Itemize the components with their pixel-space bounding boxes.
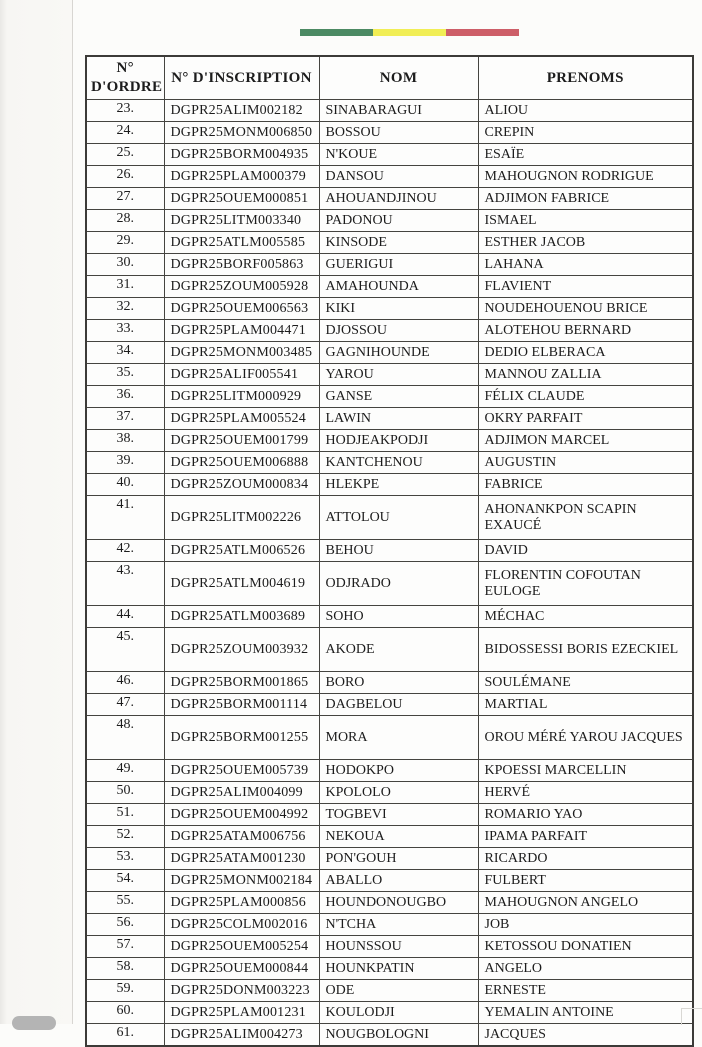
table-row <box>86 782 693 804</box>
cell-ordre: 53. <box>86 848 164 870</box>
cell-ordre: 49. <box>86 760 164 782</box>
cell-ordre: 54. <box>86 870 164 892</box>
cell-nom: ODJRADO <box>319 562 478 606</box>
cell-inscription: DGPR25ATLM005585 <box>164 232 319 254</box>
cell-nom: BORO <box>319 672 478 694</box>
cell-nom: HODJEAKPODJI <box>319 430 478 452</box>
cell-ordre: 32. <box>86 298 164 320</box>
cell-inscription: DGPR25PLAM005524 <box>164 408 319 430</box>
cell-inscription: DGPR25ZOUM000834 <box>164 474 319 496</box>
cell-prenoms: MAHOUGNON RODRIGUE <box>478 166 693 188</box>
cell-nom: LAWIN <box>319 408 478 430</box>
cell-prenoms: ISMAEL <box>478 210 693 232</box>
cell-inscription: DGPR25BORM001114 <box>164 694 319 716</box>
cell-nom: HOUNKPATIN <box>319 958 478 980</box>
table-row <box>86 408 693 430</box>
cell-ordre: 43. <box>86 562 164 606</box>
cell-prenoms: MANNOU ZALLIA <box>478 364 693 386</box>
table-row <box>86 804 693 826</box>
cell-ordre: 50. <box>86 782 164 804</box>
cell-ordre: 37. <box>86 408 164 430</box>
flag-green-segment <box>300 29 373 36</box>
cell-nom: N'TCHA <box>319 914 478 936</box>
cell-prenoms: FLORENTIN COFOUTAN EULOGE <box>478 562 693 606</box>
cell-nom: GUERIGUI <box>319 254 478 276</box>
cell-ordre: 23. <box>86 100 164 122</box>
table-row <box>86 606 693 628</box>
cell-nom: YAROU <box>319 364 478 386</box>
cell-nom: N'KOUE <box>319 144 478 166</box>
cell-ordre: 41. <box>86 496 164 540</box>
cell-inscription: DGPR25OUEM000844 <box>164 958 319 980</box>
cell-inscription: DGPR25ALIF005541 <box>164 364 319 386</box>
table-row <box>86 694 693 716</box>
cell-ordre: 39. <box>86 452 164 474</box>
table-row <box>86 320 693 342</box>
table-row <box>86 628 693 672</box>
cell-prenoms: ESAÏE <box>478 144 693 166</box>
cell-ordre: 58. <box>86 958 164 980</box>
cell-ordre: 30. <box>86 254 164 276</box>
cell-inscription: DGPR25OUEM006563 <box>164 298 319 320</box>
cell-inscription: DGPR25ALIM002182 <box>164 100 319 122</box>
cell-prenoms: DAVID <box>478 540 693 562</box>
cell-inscription: DGPR25LITM000929 <box>164 386 319 408</box>
cell-prenoms: NOUDEHOUENOU BRICE <box>478 298 693 320</box>
cell-inscription: DGPR25LITM002226 <box>164 496 319 540</box>
cell-prenoms: ADJIMON MARCEL <box>478 430 693 452</box>
header-nom: NOM <box>319 56 478 100</box>
cell-ordre: 44. <box>86 606 164 628</box>
cell-nom: PADONOU <box>319 210 478 232</box>
cell-prenoms: OROU MÉRÉ YAROU JACQUES <box>478 716 693 760</box>
table-row <box>86 540 693 562</box>
cell-ordre: 56. <box>86 914 164 936</box>
cell-ordre: 27. <box>86 188 164 210</box>
cell-prenoms: HERVÉ <box>478 782 693 804</box>
cell-ordre: 52. <box>86 826 164 848</box>
cell-nom: AMAHOUNDA <box>319 276 478 298</box>
table-row <box>86 562 693 606</box>
cell-prenoms: ESTHER JACOB <box>478 232 693 254</box>
cell-ordre: 38. <box>86 430 164 452</box>
cell-nom: BEHOU <box>319 540 478 562</box>
flag-yellow-segment <box>373 29 446 36</box>
cell-prenoms: AHONANKPON SCAPIN EXAUCÉ <box>478 496 693 540</box>
cell-inscription: DGPR25OUEM006888 <box>164 452 319 474</box>
table-row <box>86 276 693 298</box>
cell-inscription: DGPR25MONM006850 <box>164 122 319 144</box>
table-row <box>86 848 693 870</box>
cell-prenoms: ROMARIO YAO <box>478 804 693 826</box>
cell-prenoms: ANGELO <box>478 958 693 980</box>
table-row <box>86 100 693 122</box>
cell-nom: HODOKPO <box>319 760 478 782</box>
table-row <box>86 980 693 1002</box>
cell-ordre: 40. <box>86 474 164 496</box>
registration-table <box>85 55 694 1047</box>
cell-inscription: DGPR25PLAM001231 <box>164 1002 319 1024</box>
table-row <box>86 298 693 320</box>
table-row <box>86 166 693 188</box>
cell-ordre: 34. <box>86 342 164 364</box>
cell-nom: AHOUANDJINOU <box>319 188 478 210</box>
cell-nom: NOUGBOLOGNI <box>319 1024 478 1047</box>
table-row <box>86 122 693 144</box>
scan-left-margin <box>0 0 72 1024</box>
cell-nom: DJOSSOU <box>319 320 478 342</box>
cell-prenoms: FULBERT <box>478 870 693 892</box>
header-prenoms: PRENOMS <box>478 56 693 100</box>
cell-nom: MORA <box>319 716 478 760</box>
cell-inscription: DGPR25PLAM004471 <box>164 320 319 342</box>
cell-prenoms: OKRY PARFAIT <box>478 408 693 430</box>
cell-nom: SOHO <box>319 606 478 628</box>
flag-bar <box>300 29 519 36</box>
scanner-artifact <box>12 1016 56 1030</box>
cell-nom: GANSE <box>319 386 478 408</box>
cell-inscription: DGPR25OUEM004992 <box>164 804 319 826</box>
cell-nom: ODE <box>319 980 478 1002</box>
cell-inscription: DGPR25BORM001865 <box>164 672 319 694</box>
table-row <box>86 232 693 254</box>
cell-nom: HOUNDONOUGBO <box>319 892 478 914</box>
cell-ordre: 57. <box>86 936 164 958</box>
table-header <box>86 56 693 100</box>
cell-ordre: 60. <box>86 1002 164 1024</box>
cell-inscription: DGPR25ALIM004099 <box>164 782 319 804</box>
cell-prenoms: SOULÉMANE <box>478 672 693 694</box>
table-row <box>86 870 693 892</box>
cell-prenoms: ADJIMON FABRICE <box>478 188 693 210</box>
table-row <box>86 892 693 914</box>
cell-ordre: 45. <box>86 628 164 672</box>
cell-nom: SINABARAGUI <box>319 100 478 122</box>
cell-inscription: DGPR25OUEM005739 <box>164 760 319 782</box>
cell-prenoms: MAHOUGNON ANGELO <box>478 892 693 914</box>
cell-inscription: DGPR25ATLM003689 <box>164 606 319 628</box>
table-row <box>86 716 693 760</box>
cell-ordre: 55. <box>86 892 164 914</box>
cell-nom: DANSOU <box>319 166 478 188</box>
cell-ordre: 26. <box>86 166 164 188</box>
cell-prenoms: YEMALIN ANTOINE <box>478 1002 693 1024</box>
table-row <box>86 386 693 408</box>
cell-prenoms: ALIOU <box>478 100 693 122</box>
cell-ordre: 42. <box>86 540 164 562</box>
cell-ordre: 46. <box>86 672 164 694</box>
table-body <box>86 100 693 1047</box>
cell-prenoms: ERNESTE <box>478 980 693 1002</box>
cell-nom: KINSODE <box>319 232 478 254</box>
table-row <box>86 430 693 452</box>
table-row <box>86 364 693 386</box>
page-corner-mark <box>681 1008 702 1025</box>
cell-ordre: 33. <box>86 320 164 342</box>
cell-nom: PON'GOUH <box>319 848 478 870</box>
cell-prenoms: BIDOSSESSI BORIS EZECKIEL <box>478 628 693 672</box>
cell-nom: AKODE <box>319 628 478 672</box>
table-row <box>86 254 693 276</box>
cell-inscription: DGPR25ZOUM005928 <box>164 276 319 298</box>
table-row <box>86 914 693 936</box>
table-row <box>86 342 693 364</box>
cell-inscription: DGPR25OUEM000851 <box>164 188 319 210</box>
cell-prenoms: FÉLIX CLAUDE <box>478 386 693 408</box>
table-row <box>86 672 693 694</box>
cell-inscription: DGPR25COLM002016 <box>164 914 319 936</box>
header-ordre: N° D'ORDRE <box>86 56 164 100</box>
cell-prenoms: DEDIO ELBERACA <box>478 342 693 364</box>
cell-inscription: DGPR25DONM003223 <box>164 980 319 1002</box>
cell-prenoms: JOB <box>478 914 693 936</box>
cell-inscription: DGPR25BORM004935 <box>164 144 319 166</box>
table-row <box>86 210 693 232</box>
cell-prenoms: AUGUSTIN <box>478 452 693 474</box>
cell-inscription: DGPR25BORF005863 <box>164 254 319 276</box>
cell-ordre: 48. <box>86 716 164 760</box>
cell-prenoms: CREPIN <box>478 122 693 144</box>
table-row <box>86 144 693 166</box>
cell-nom: HOUNSSOU <box>319 936 478 958</box>
cell-ordre: 28. <box>86 210 164 232</box>
cell-nom: GAGNIHOUNDE <box>319 342 478 364</box>
cell-inscription: DGPR25MONM002184 <box>164 870 319 892</box>
table-row <box>86 958 693 980</box>
cell-prenoms: FLAVIENT <box>478 276 693 298</box>
cell-prenoms: JACQUES <box>478 1024 693 1047</box>
cell-prenoms: RICARDO <box>478 848 693 870</box>
page-edge-line <box>72 0 73 1024</box>
table-row <box>86 1024 693 1047</box>
cell-inscription: DGPR25ALIM004273 <box>164 1024 319 1047</box>
cell-inscription: DGPR25ATAM006756 <box>164 826 319 848</box>
cell-inscription: DGPR25MONM003485 <box>164 342 319 364</box>
cell-inscription: DGPR25LITM003340 <box>164 210 319 232</box>
cell-prenoms: IPAMA PARFAIT <box>478 826 693 848</box>
cell-inscription: DGPR25ATAM001230 <box>164 848 319 870</box>
cell-nom: DAGBELOU <box>319 694 478 716</box>
header-inscription: N° D'INSCRIPTION <box>164 56 319 100</box>
cell-ordre: 31. <box>86 276 164 298</box>
cell-inscription: DGPR25OUEM005254 <box>164 936 319 958</box>
cell-prenoms: MARTIAL <box>478 694 693 716</box>
cell-nom: TOGBEVI <box>319 804 478 826</box>
cell-inscription: DGPR25ATLM004619 <box>164 562 319 606</box>
cell-prenoms: ALOTEHOU BERNARD <box>478 320 693 342</box>
table-row <box>86 826 693 848</box>
table-row <box>86 1002 693 1024</box>
table-row <box>86 188 693 210</box>
cell-ordre: 36. <box>86 386 164 408</box>
cell-ordre: 51. <box>86 804 164 826</box>
table-row <box>86 496 693 540</box>
table-row <box>86 936 693 958</box>
cell-inscription: DGPR25ATLM006526 <box>164 540 319 562</box>
table-row <box>86 474 693 496</box>
cell-inscription: DGPR25OUEM001799 <box>164 430 319 452</box>
cell-nom: ABALLO <box>319 870 478 892</box>
cell-prenoms: KETOSSOU DONATIEN <box>478 936 693 958</box>
cell-inscription: DGPR25PLAM000379 <box>164 166 319 188</box>
cell-nom: ATTOLOU <box>319 496 478 540</box>
cell-ordre: 61. <box>86 1024 164 1047</box>
cell-prenoms: FABRICE <box>478 474 693 496</box>
cell-nom: NEKOUA <box>319 826 478 848</box>
cell-nom: KIKI <box>319 298 478 320</box>
cell-nom: HLEKPE <box>319 474 478 496</box>
cell-ordre: 47. <box>86 694 164 716</box>
header-row <box>86 56 693 100</box>
cell-ordre: 25. <box>86 144 164 166</box>
cell-nom: KOULODJI <box>319 1002 478 1024</box>
cell-nom: BOSSOU <box>319 122 478 144</box>
cell-nom: KANTCHENOU <box>319 452 478 474</box>
cell-inscription: DGPR25PLAM000856 <box>164 892 319 914</box>
cell-prenoms: KPOESSI MARCELLIN <box>478 760 693 782</box>
cell-inscription: DGPR25BORM001255 <box>164 716 319 760</box>
cell-ordre: 24. <box>86 122 164 144</box>
cell-ordre: 59. <box>86 980 164 1002</box>
cell-prenoms: LAHANA <box>478 254 693 276</box>
table-row <box>86 452 693 474</box>
cell-ordre: 29. <box>86 232 164 254</box>
cell-inscription: DGPR25ZOUM003932 <box>164 628 319 672</box>
cell-prenoms: MÉCHAC <box>478 606 693 628</box>
flag-red-segment <box>446 29 519 36</box>
cell-nom: KPOLOLO <box>319 782 478 804</box>
cell-ordre: 35. <box>86 364 164 386</box>
table-row <box>86 760 693 782</box>
